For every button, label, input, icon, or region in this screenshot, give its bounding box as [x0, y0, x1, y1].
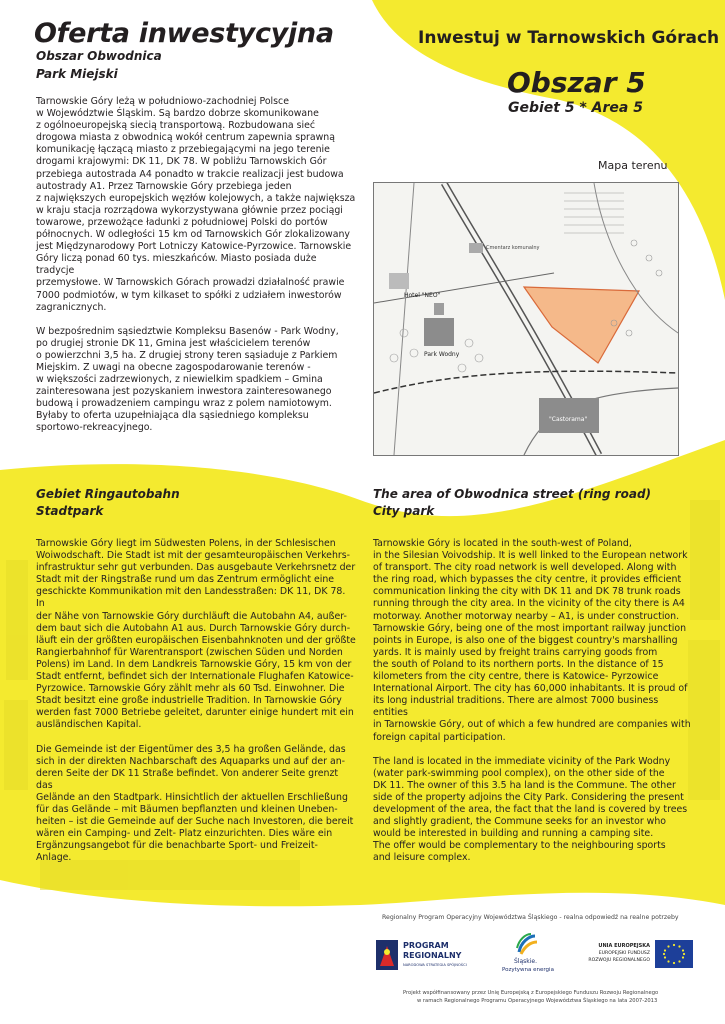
english-heading [373, 486, 651, 520]
eu-line1: UNIA EUROPEJSKA [598, 943, 650, 949]
slaskie-logo [498, 932, 558, 978]
subtitle-line2: Park Miejski [36, 67, 118, 81]
map-label: Mapa terenu [598, 159, 668, 172]
program-regionalny-line1: PROGRAM [403, 941, 449, 950]
area-subtitle: Gebiet 5 * Area 5 [508, 100, 643, 116]
english-paragraph-2: The land is located in the immediate vicinity of the Park Wodny (water park-swimming pool complex), on the other side of the DK 11. The owner of this 3.5 ha land is the Commune. The other side of the property adjoins the City Park. Considering the present development of the area, the fact that the land is covered by trees and slightly gradient, the Commune seeks for an investor who would be interested in building and running a camping site. The offer would be complementary to the neighbouring sports and leisure complex. [373, 755, 688, 864]
program-regionalny-logo [376, 938, 486, 974]
cofinance-line2: w ramach Regionalnego Programu Operacyjnego Województwa Śląskiego na lata 2007-2013 [417, 998, 658, 1004]
program-line: Regionalny Program Operacyjny Województwa Śląskiego - realna odpowiedź na realne potrzeby [382, 914, 679, 921]
polish-paragraph-2: W bezpośrednim sąsiedztwie Kompleksu Basenów - Park Wodny, po drugiej stronie DK 11, Gmina jest właścicielem terenów o powierzchni 3,5 ha. Z drugiej strony teren sąsiaduje z Parkiem Miejskim. Z uwagi na obecne zagospodarowanie terenów - w większości zadrzewionych, z niewielkim spadkiem – Gmina zainteresowana jest pozyskaniem inwestora zainteresowanego budową i prowadzeniem campingu wraz z polem namiotowym. Byłaby to oferta uzupełniająca dla sąsiedniego kompleksu sportowo-rekreacyjnego. [36, 325, 339, 434]
german-paragraph-1: Tarnowskie Góry liegt im Südwesten Polens, in der Schlesischen Woiwodschaft. Die Stadt ist mit der gesamteuropäischen Verkehrs- infrastruktur sehr gut verbunden. Das ausgebaute Verkehrsnetz der Stadt mit der Ringstraße rund um das Zentrum ermöglicht eine geschickte Kommunikation mit den Landesstraßen: DK 11, DK 78. In der Nähe von Tarnowskie Góry durchläuft die Autobahn A4, außer- dem baut sich die Autobahn A1 aus. Durch Tarnowskie Góry durch- läuft ein der größten europäischen Eisenbahnknoten und der größte Rangierbahnhof für Warentransport (zwischen Süden und Norden Polens) im Land. In dem Landkreis Tarnowskie Góry, 15 km von der Stadt entfernt, befindet sich der Internationale Flughafen Katowice- Pyrzowice. Tarnowskie Góry zählt mehr als 60 Tsd. Einwohner. Die Stadt besitzt eine große industrielle Tradition. In Tarnowskie Góry werden fast 7000 Betriebe geleitet, darunter einige hundert mit ein ausländischen Kapital. [36, 538, 356, 731]
eu-flag-icon [655, 940, 693, 968]
german-heading-line2: Stadtpark [36, 504, 104, 518]
english-heading-line1: The area of Obwodnica street (ring road) [373, 487, 652, 501]
site-map [373, 182, 679, 456]
polish-paragraph-1: Tarnowskie Góry leżą w południowo-zachodniej Polsce w Województwie Śląskim. Są bardzo dobrze skomunikowane z ogólnoeuropejską siecią transportową. Rozbudowana sieć drogowa miasta z obwodnicą wokół centrum zapewnia sprawną komunikację łączącą miasto z przebiegającymi na jego terenie drogami krajowymi: DK 11, DK 78. W pobliżu Tarnowskich Gór przebiega autostrada A4 ponadto w trakcie realizacji jest budowa autostrady A1. Przez Tarnowskie Góry przebiega jeden z największych europejskich węzłów kolejowych, a także największa w kraju stacja rozrządowa wykorzystywana głównie przez pociągi towarowe, przewożące ładunki z południowej Polski do portów północnych. W odległości 15 km od Tarnowskich Gór zlokalizowany jest Międzynarodowy Port Lotniczy Katowice-Pyrzowice. Tarnowskie Góry liczą ponad 60 tys. mieszkańców. Miasto posiada duże tradycje przemysłowe. W Tarnowskich Górach prowadzi działalność prawie 7000 podmiotów, w tym kilkaset to spółki z udziałem inwestorów zagranicznych. [36, 96, 356, 313]
german-heading-line1: Gebiet Ringautobahn [36, 487, 180, 501]
site-map-drawing [374, 183, 678, 455]
area-title: Obszar 5 [507, 66, 646, 99]
map-label-castorama: "Castorama" [549, 416, 588, 423]
banner-title: Inwestuj w Tarnowskich Górach [418, 28, 720, 48]
polish-text [36, 96, 356, 447]
program-regionalny-line2: REGIONALNY [403, 951, 462, 960]
english-paragraph-1: Tarnowskie Góry is located in the south-west of Poland, in the Silesian Voivodship. It is well linked to the European network of transport. The city road network is well developed. Along with the ring road, which bypasses the city centre, it provides efficient communication linking the city with DK 11 and DK 78 trunk roads running through the city area. In the vicinity of the city there is A4 motorway. Another motorway nearby – A1, is under construction. Tarnowskie Góry, being one of the most important railway junction points in Europe, is also one of the biggest country's marshalling yards. It is mainly used by freight trains carrying goods from the south of Poland to its northern ports. In the distance of 15 kilometers from the city centre, there is Katowice- Pyrzowice International Airport. The city has 60,000 inhabitants. It is proud of its long industrial traditions. There are almost 7000 business entities in Tarnowskie Góry, out of which a few hundred are companies with foreign capital participation. [373, 538, 691, 743]
eu-line3: ROZWOJU REGIONALNEGO [588, 958, 650, 963]
slaskie-mark-icon [515, 932, 539, 956]
subtitle-line1: Obszar Obwodnica [36, 49, 162, 63]
eu-line2: EUROPEJSKI FUNDUSZ [598, 951, 650, 956]
slaskie-line1: Śląskie. [514, 958, 538, 965]
german-text [36, 538, 356, 876]
map-label-park: Park Wodny [424, 351, 460, 358]
english-text [373, 538, 693, 876]
program-regionalny-line3: NARODOWA STRATEGIA SPÓJNOŚCI [403, 963, 467, 967]
cofinance-line1: Projekt współfinansowany przez Unię Europejską z Europejskiego Funduszu Rozwoju Regionalnego [403, 990, 659, 996]
program-regionalny-mark-icon [376, 940, 398, 970]
map-label-hotel: Hotel "NEO" [404, 292, 441, 299]
german-heading [36, 486, 180, 520]
slaskie-line2: Pozytywna energia [502, 967, 554, 973]
eu-logo [578, 940, 693, 974]
map-label-cemetery: Cmentarz komunalny [486, 245, 540, 251]
english-heading-line2: City park [373, 504, 435, 518]
page-title: Oferta inwestycyjna [34, 18, 334, 49]
german-paragraph-2: Die Gemeinde ist der Eigentümer des 3,5 ha großen Gelände, das sich in der direkten Nachbarschaft des Aquaparks und auf der an- deren Seite der DK 11 Straße befindet. Von anderer Seite grenzt das Gelände an den Stadtpark. Hinsichtlich der aktuellen Erschließung für das Gelände – mit Bäumen bepflanzten und kleinen Uneben- heiten – ist die Gemeinde auf der Suche nach Investoren, die bereit wären ein Camping- und Zelt- Platz einzurichten. Dies wäre ein Ergänzungsangebot für die benachbarte Sport- und Freizeit- Anlage. [36, 743, 354, 864]
